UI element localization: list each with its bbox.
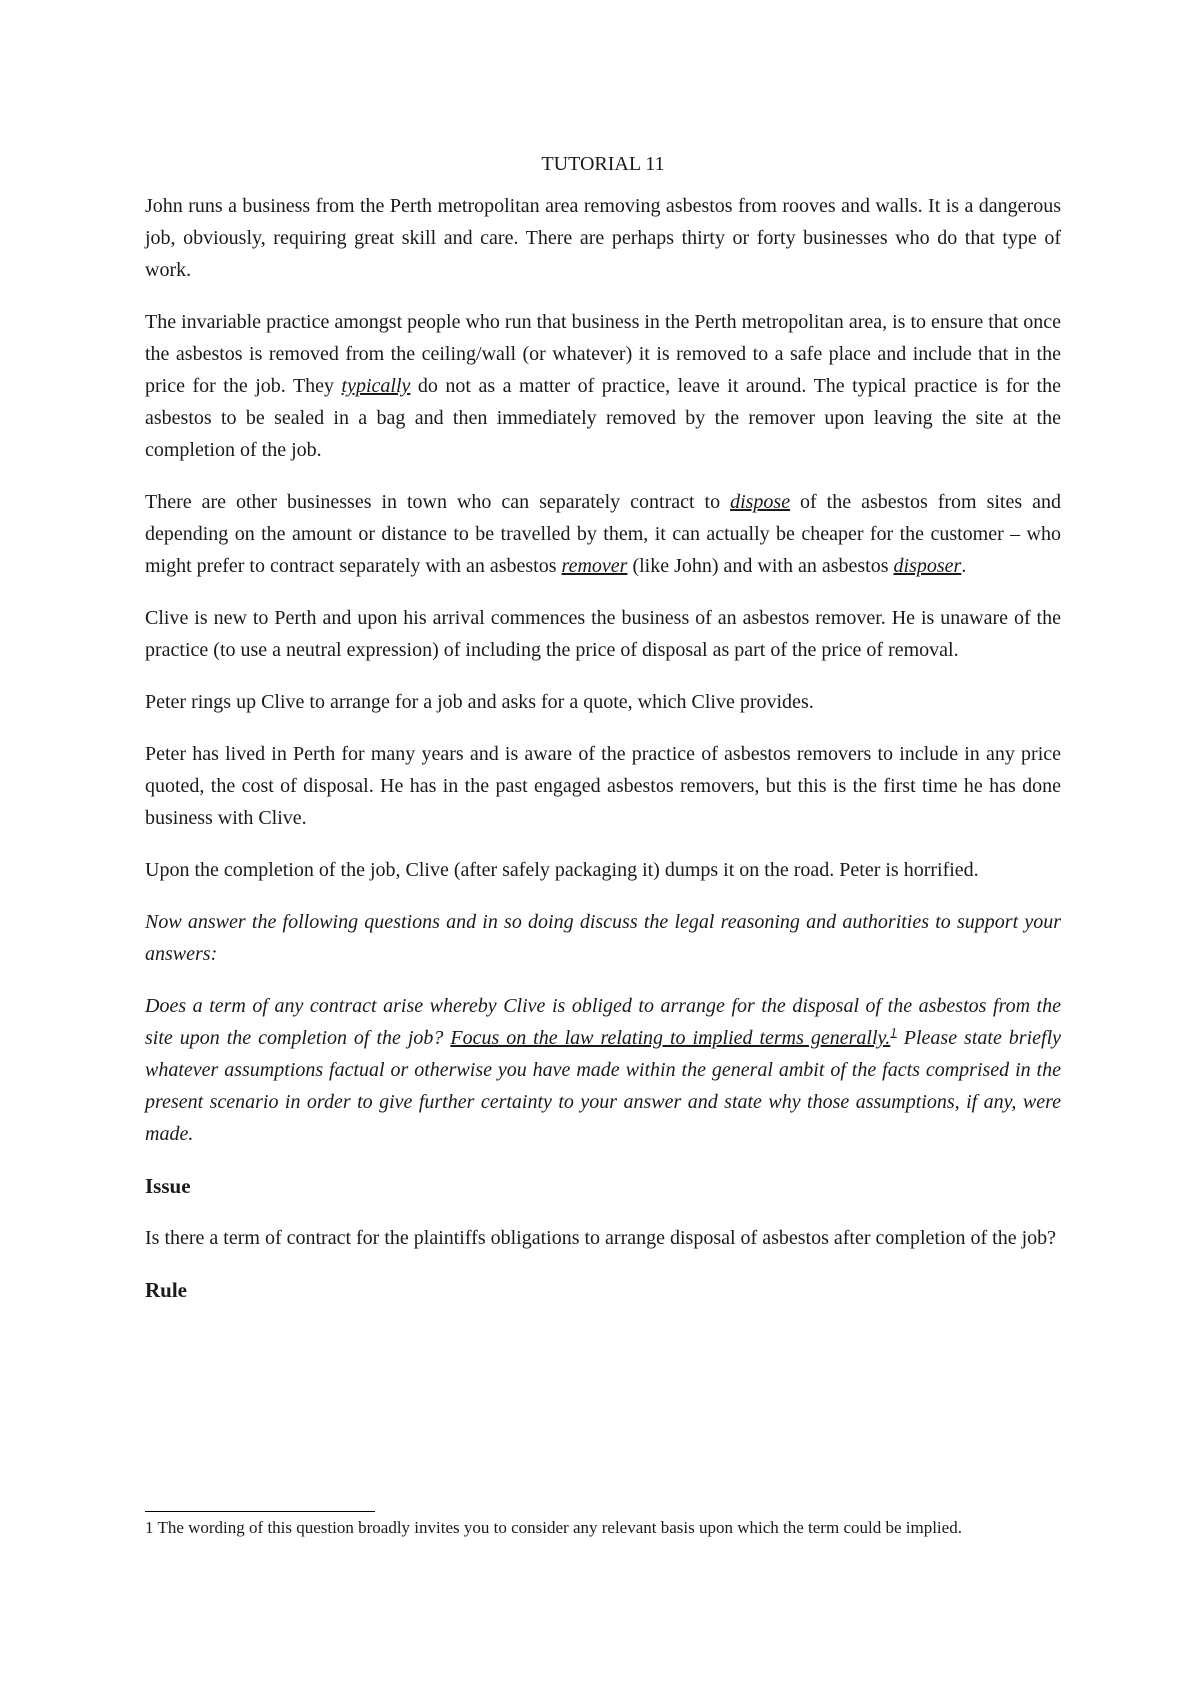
text-span: do not as a matter of practice, leave it around. The typical practice is for the asbestos to be sealed in a bag and then immediately removed by the remover upon leaving the site at the completion of the job.: [145, 375, 1061, 461]
emphasis-remover: remover: [561, 555, 628, 577]
paragraph-intro: John runs a business from the Perth metropolitan area removing asbestos from rooves and walls. It is a dangerous job, obviously, requiring great skill and care. There are perhaps thirty or forty businesses who do that type of work.: [145, 195, 1061, 281]
footnote-text: 1 The wording of this question broadly invites you to consider any relevant basis upon which the term could be implied.: [145, 1518, 962, 1537]
paragraph-clive: Clive is new to Perth and upon his arrival commences the business of an asbestos remover. He is unaware of the practice (to use a neutral expression) of including the price of disposal as part of the price of removal.: [145, 607, 1061, 661]
paragraph-question: [145, 990, 1061, 1150]
footnote-ref: 1: [890, 1024, 897, 1040]
text-span: (like John) and with an asbestos: [627, 555, 894, 577]
emphasis-dispose: dispose: [730, 491, 791, 513]
paragraph-other-businesses: [145, 486, 1061, 582]
footnote-divider: [145, 1511, 375, 1512]
text-span: There are other businesses in town who can separately contract to: [145, 491, 731, 513]
heading-issue: Issue: [145, 1174, 191, 1198]
emphasis-disposer: disposer: [893, 555, 962, 577]
text-span: The invariable practice amongst people who run that business in the Perth metropolitan area, is to ensure that once the asbestos is removed from the ceiling/wall (or whatever) it is removed to a safe place and include that in the price for the job. They: [145, 311, 1061, 397]
emphasis-typically: typically: [341, 375, 411, 397]
heading-rule: Rule: [145, 1278, 187, 1302]
text-span: Does a term of any contract arise whereby Clive is obliged to arrange for the disposal of the asbestos from the site upon the completion of the job?: [145, 995, 1061, 1049]
paragraph-issue: Is there a term of contract for the plaintiffs obligations to arrange disposal of asbestos after completion of the job?: [145, 1227, 1057, 1249]
paragraph-completion: Upon the completion of the job, Clive (after safely packaging it) dumps it on the road. Peter is horrified.: [145, 859, 979, 881]
paragraph-practice: [145, 306, 1061, 466]
paragraph-instructions: Now answer the following questions and in so doing discuss the legal reasoning and authorities to support your answers:: [145, 911, 1061, 965]
underlined-focus: Focus on the law relating to implied terms generally.: [450, 1027, 891, 1049]
text-span: .: [961, 555, 967, 577]
paragraph-peter-rings: Peter rings up Clive to arrange for a job and asks for a quote, which Clive provides.: [145, 691, 814, 713]
text-span: Please state briefly whatever assumptions factual or otherwise you have made within the general ambit of the facts comprised in the present scenario in order to give further certainty to your answer and state why those assumptions, if any, were made.: [145, 1027, 1061, 1145]
text-span: of the asbestos from sites and depending on the amount or distance to be travelled by them, it can actually be cheaper for the customer – who might prefer to contract separately with an asbestos: [145, 491, 1061, 577]
page-title: TUTORIAL 11: [541, 153, 665, 175]
document-page: [145, 148, 1061, 1326]
paragraph-peter-aware: Peter has lived in Perth for many years and is aware of the practice of asbestos removers to include in any price quoted, the cost of disposal. He has in the past engaged asbestos removers, but this is the first time he has done business with Clive.: [145, 743, 1061, 829]
